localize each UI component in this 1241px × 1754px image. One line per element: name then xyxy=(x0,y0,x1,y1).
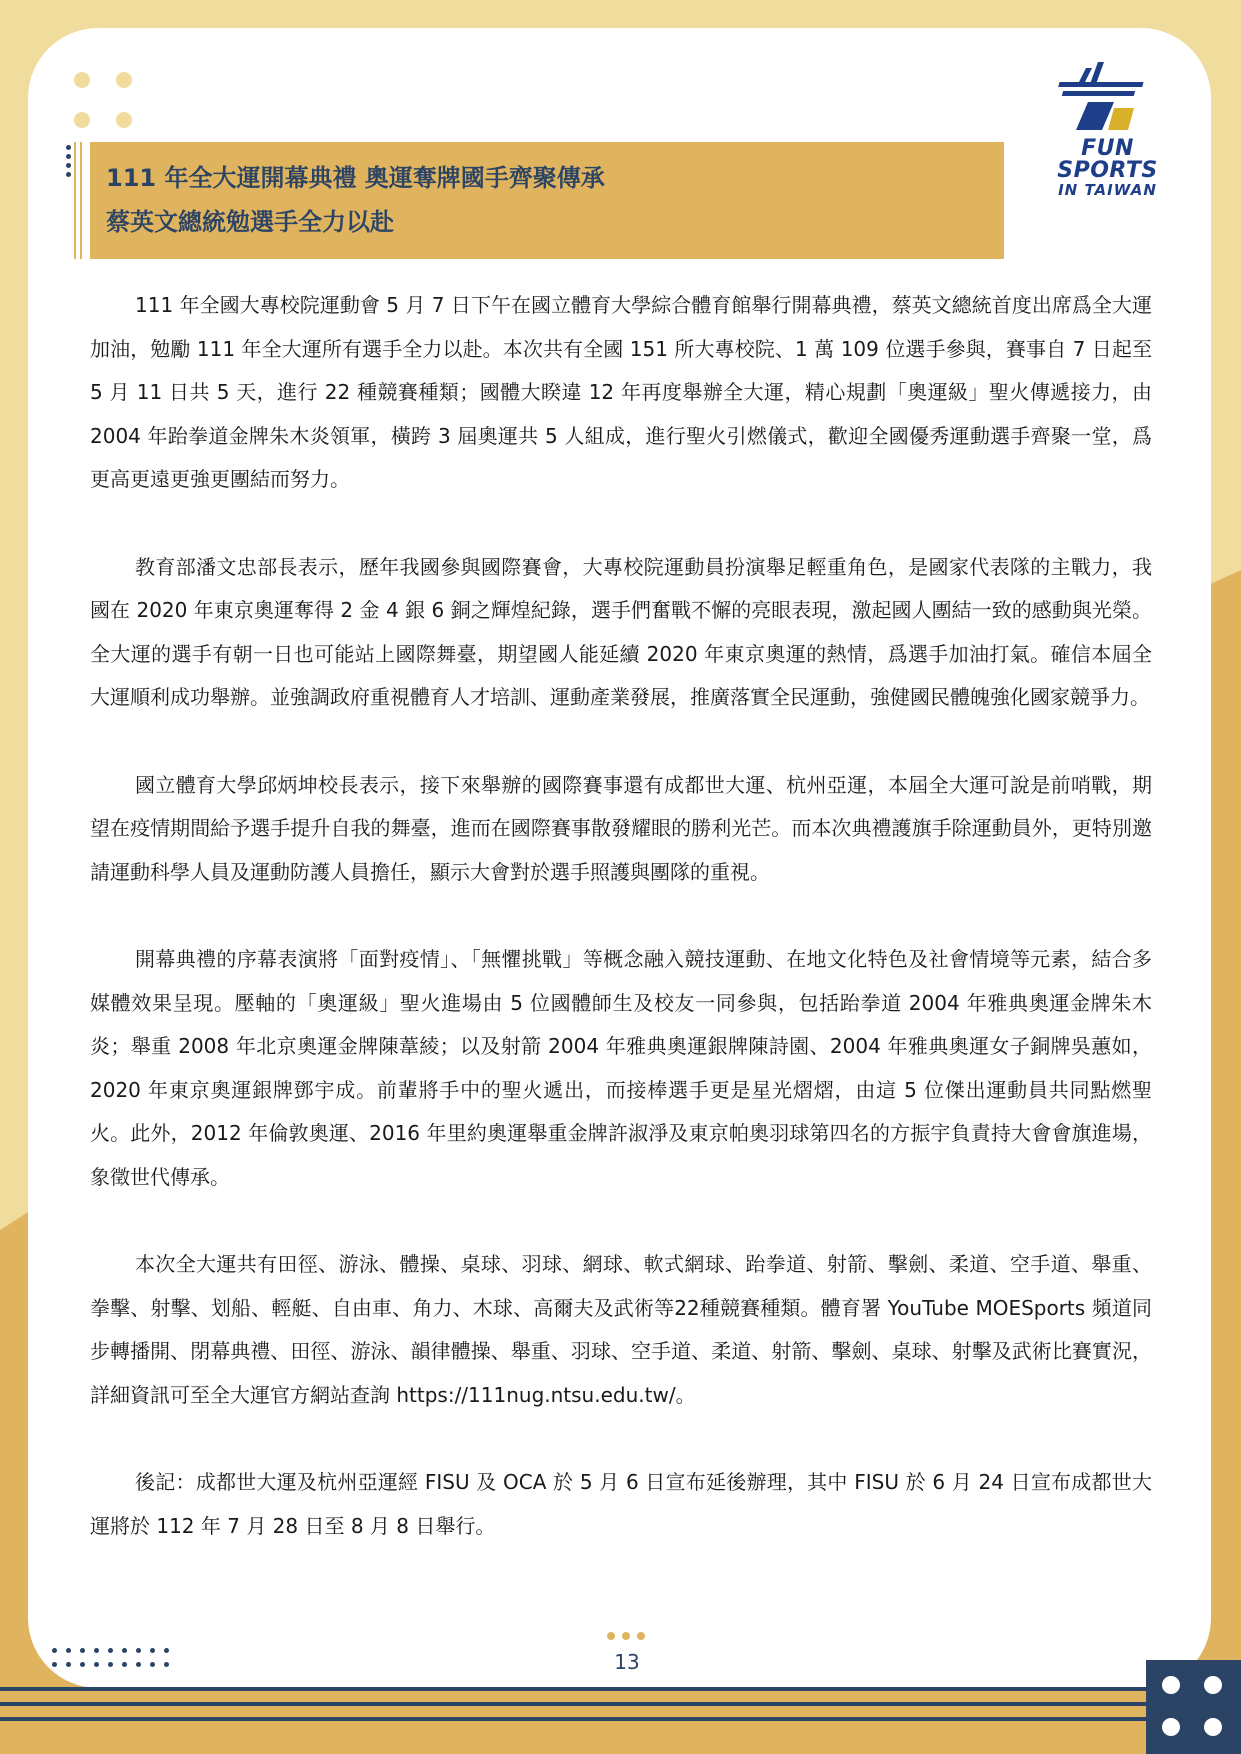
title-line-2: 蔡英文總統勉選手全力以赴 xyxy=(106,208,394,236)
fun-sports-logo xyxy=(1030,58,1185,199)
logo-wordmark xyxy=(1030,138,1185,198)
title-line-1: 111 年全大運開幕典禮 奧運奪牌國手齊聚傳承 xyxy=(106,164,605,192)
page-number: 13 xyxy=(614,1650,640,1674)
runner-logo-icon xyxy=(1030,58,1185,138)
paragraph-4: 開幕典禮的序幕表演將「面對疫情」、「無懼挑戰」等概念融入競技運動、在地文化特色及社會情境等元素，結合多媒體效果呈現。壓軸的「奧運級」聖火進場由 5 位國體師生及校友一同參與，包括跆拳道 2004 年雅典奧運金牌朱木炎；舉重 2008 年北京奧運金牌陳葦綾；以及射箭 2004 年雅典奧運銀牌陳詩園、2004 年雅典奧運女子銅牌吳蕙如，2020 年東京奧運銀牌鄧宇成。前輩將手中的聖火遞出，而接棒選手更是星光熠熠，由這 5 位傑出運動員共同點燃聖火。此外，2012 年倫敦奧運、2016 年里約奧運舉重金牌許淑淨及東京帕奧羽球第四名的方振宇負責持大會會旗進場，象徵世代傳承。 xyxy=(90,946,1152,1189)
decorative-dots-top-left xyxy=(74,70,134,130)
article-title xyxy=(106,156,986,244)
decorative-box-bottom-right xyxy=(1146,1660,1241,1754)
paragraph-5: 本次全大運共有田徑、游泳、體操、桌球、羽球、網球、軟式網球、跆拳道、射箭、擊劍、柔道、空手道、舉重、拳擊、射擊、划船、輕艇、自由車、角力、木球、高爾夫及武術等22種競賽種類。體育署 YouTube MOESports 頻道同步轉播開、閉幕典禮、田徑、游泳、韻律體操、舉重、羽球、空手道、柔道、射箭、擊劍、桌球、射擊及武術比賽實況，詳細資訊可至全大運官方網站查詢 https://111nug.ntsu.edu.tw/。 xyxy=(90,1252,1152,1407)
article-body xyxy=(90,284,1152,1592)
page-number-dots xyxy=(607,1632,647,1642)
paragraph-2: 教育部潘文忠部長表示，歷年我國參與國際賽會，大專校院運動員扮演舉足輕重角色，是國家代表隊的主戰力，我國在 2020 年東京奧運奪得 2 金 4 銀 6 銅之輝煌紀錄，選手們奮戰不懈的亮眼表現，激起國人團結一致的感動與光榮。全大運的選手有朝一日也可能站上國際舞臺，期望國人能延續 2020 年東京奧運的熱情，爲選手加油打氣。確信本屆全大運順利成功舉辦。並強調政府重視體育人才培訓、運動產業發展，推廣落實全民運動，強健國民體魄強化國家競爭力。 xyxy=(90,554,1152,710)
decorative-bottom-lines xyxy=(0,1680,1150,1740)
decorative-side-dots xyxy=(66,145,74,179)
paragraph-1: 111 年全國大專校院運動會 5 月 7 日下午在國立體育大學綜合體育館舉行開幕典禮，蔡英文總統首度出席爲全大運加油，勉勵 111 年全大運所有選手全力以赴。本次共有全國 151 所大專校院、1 萬 109 位選手參與，賽事自 7 日起至 5 月 11 日共 5 天，進行 22 種競賽種類；國體大睽違 12 年再度舉辦全大運，精心規劃「奧運級」聖火傳遞接力，由 2004 年跆拳道金牌朱木炎領軍，橫跨 3 屆奧運共 5 人組成，進行聖火引燃儀式，歡迎全國優秀運動選手齊聚一堂，爲更高更遠更強更團結而努力。 xyxy=(90,293,1152,492)
title-accent-lines xyxy=(74,142,88,259)
decorative-dots-bottom-left xyxy=(52,1648,172,1672)
paragraph-6: 後記：成都世大運及杭州亞運經 FISU 及 OCA 於 5 月 6 日宣布延後辦理，其中 FISU 於 6 月 24 日宣布成都世大運將於 112 年 7 月 28 日至 8 月 8 日舉行。 xyxy=(90,1470,1152,1538)
logo-line-1: FUN SPORTS xyxy=(1057,136,1158,183)
paragraph-3: 國立體育大學邱炳坤校長表示，接下來舉辦的國際賽事還有成都世大運、杭州亞運，本屆全大運可說是前哨戰，期望在疫情期間給予選手提升自我的舞臺，進而在國際賽事散發耀眼的勝利光芒。而本次典禮護旗手除運動員外，更特別邀請運動科學人員及運動防護人員擔任，顯示大會對於選手照護與團隊的重視。 xyxy=(90,772,1152,884)
logo-line-2: IN TAIWAN xyxy=(1058,181,1157,199)
